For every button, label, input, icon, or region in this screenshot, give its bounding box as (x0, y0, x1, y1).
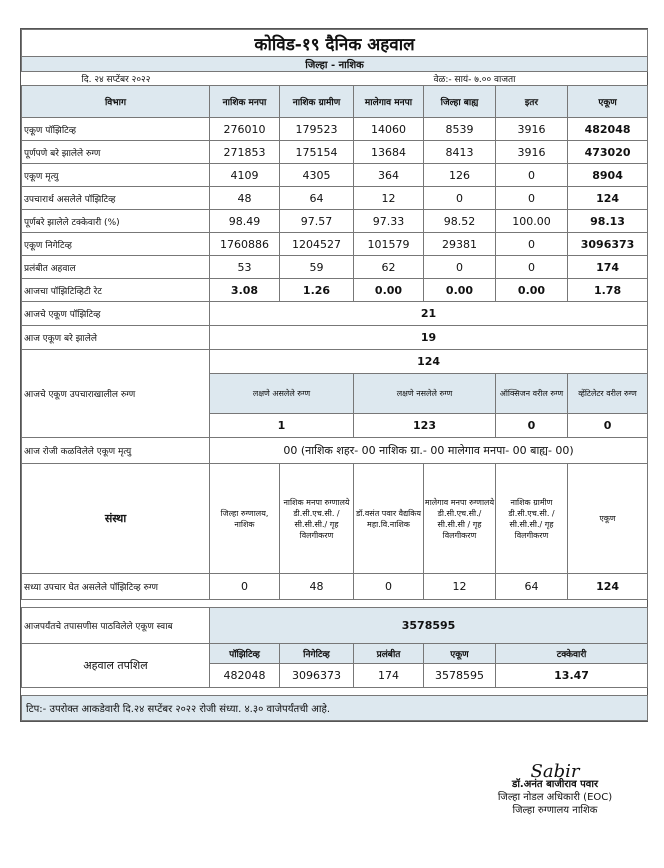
signature-block (470, 761, 640, 817)
stat-cell: 276010 (210, 118, 280, 141)
stat-cell: 175154 (280, 141, 354, 164)
stat-cell: 0 (424, 256, 496, 279)
report-title: कोविड-१९ दैनिक अहवाल (22, 30, 648, 57)
report-details-value: 3578595 (424, 664, 496, 688)
stat-row (22, 256, 648, 279)
stat-row (22, 187, 648, 210)
report-details-header: पॉझिटिव्ह (210, 644, 280, 664)
stat-row (22, 279, 648, 302)
stat-cell: 3.08 (210, 279, 280, 302)
stat-cell: 98.49 (210, 210, 280, 233)
stat-row (22, 118, 648, 141)
stat-row (22, 233, 648, 256)
under-treatment-header: ऑक्सिजन वरील रुग्ण (496, 374, 568, 414)
stat-cell: 1.26 (280, 279, 354, 302)
stat-cell: 4109 (210, 164, 280, 187)
under-treatment-value: 123 (354, 414, 496, 438)
report-page (20, 28, 648, 722)
under-treatment-value: 0 (568, 414, 648, 438)
stat-row-label: प्रलंबीत अहवाल (22, 256, 210, 279)
institution-header: नाशिक मनपा रुग्णालये डी.सी.एच.सी. / सी.सी.सी./ गृह विलगीकरण (280, 464, 354, 574)
stat-cell: 1.78 (568, 279, 648, 302)
stat-cell: 364 (354, 164, 424, 187)
report-details-header: टक्केवारी (496, 644, 648, 664)
institution-header: जिल्हा रुग्णालय, नाशिक (210, 464, 280, 574)
report-details-label: अहवाल तपशिल (22, 644, 210, 688)
institution-value: 64 (496, 574, 568, 600)
deaths-today-value: 00 (नाशिक शहर- 00 नाशिक ग्रा.- 00 मालेगाव मनपा- 00 बाह्य- 00) (210, 438, 648, 464)
stat-cell: 482048 (568, 118, 648, 141)
stat-cell: 1204527 (280, 233, 354, 256)
report-details-value: 13.47 (496, 664, 648, 688)
report-details-header: एकूण (424, 644, 496, 664)
report-details-header: निगेटिव्ह (280, 644, 354, 664)
col-header: जिल्हा बाह्य (424, 86, 496, 118)
under-treatment-header: व्हेंटिलेटर वरील रुग्ण (568, 374, 648, 414)
report-table (21, 29, 648, 721)
under-treatment-value: 1 (210, 414, 354, 438)
col-header: एकूण (568, 86, 648, 118)
stat-cell: 97.33 (354, 210, 424, 233)
under-treatment-header: लक्षणे असलेले रुग्ण (210, 374, 354, 414)
institution-value: 0 (354, 574, 424, 600)
under-treatment-header: लक्षणे नसलेले रुग्ण (354, 374, 496, 414)
stat-cell: 0.00 (496, 279, 568, 302)
stat-cell: 4305 (280, 164, 354, 187)
stat-cell: 29381 (424, 233, 496, 256)
deaths-today-label: आज रोजी कळविलेले एकूण मृत्यु (22, 438, 210, 464)
stat-cell: 8413 (424, 141, 496, 164)
stat-cell: 97.57 (280, 210, 354, 233)
col-header: विभाग (22, 86, 210, 118)
stat-cell: 14060 (354, 118, 424, 141)
stat-cell: 124 (568, 187, 648, 210)
report-details-value: 174 (354, 664, 424, 688)
institution-value: 124 (568, 574, 648, 600)
stat-cell: 0.00 (424, 279, 496, 302)
stat-cell: 62 (354, 256, 424, 279)
signature-mark: Sabir (530, 761, 580, 782)
stat-cell: 179523 (280, 118, 354, 141)
institution-value: 12 (424, 574, 496, 600)
institution-label: संस्था (22, 464, 210, 574)
report-details-value: 482048 (210, 664, 280, 688)
under-treatment-label: आजचे एकूण उपचाराखालील रुग्ण (22, 350, 210, 438)
stat-cell: 101579 (354, 233, 424, 256)
today-positive-value: 21 (210, 302, 648, 326)
col-header: इतर (496, 86, 568, 118)
stat-cell: 3916 (496, 141, 568, 164)
stat-row-label: एकूण मृत्यु (22, 164, 210, 187)
institution-header: एकूण (568, 464, 648, 574)
signatory-office: जिल्हा रुग्णालय नाशिक (512, 805, 598, 816)
col-header: नाशिक ग्रामीण (280, 86, 354, 118)
stat-cell: 174 (568, 256, 648, 279)
report-details-header: प्रलंबीत (354, 644, 424, 664)
stat-cell: 473020 (568, 141, 648, 164)
stat-row-label: आजचा पॉझिटिव्हिटी रेट (22, 279, 210, 302)
samples-label: आजपर्यंतचे तपासणीस पाठविलेले एकूण स्वाब (22, 608, 210, 644)
stat-cell: 13684 (354, 141, 424, 164)
samples-value: 3578595 (210, 608, 648, 644)
stat-cell: 48 (210, 187, 280, 210)
today-positive-label: आजचे एकूण पॉझिटिव्ह (22, 302, 210, 326)
stat-cell: 59 (280, 256, 354, 279)
stat-cell: 64 (280, 187, 354, 210)
stat-cell: 98.13 (568, 210, 648, 233)
stat-cell: 53 (210, 256, 280, 279)
stat-cell: 0 (424, 187, 496, 210)
stat-cell: 3916 (496, 118, 568, 141)
stat-cell: 1760886 (210, 233, 280, 256)
footnote: टिप:- उपरोक्त आकडेवारी दि.२४ सप्टेंबर २०२२ रोजी संध्या. ४.३० वाजेपर्यंतची आहे. (22, 696, 648, 721)
stat-cell: 0 (496, 187, 568, 210)
stat-cell: 3096373 (568, 233, 648, 256)
stat-cell: 8904 (568, 164, 648, 187)
stat-cell: 8539 (424, 118, 496, 141)
institution-header: डॉ.वसंत पवार वैद्यकिय महा.वि.नाशिक (354, 464, 424, 574)
stat-cell: 0 (496, 256, 568, 279)
stat-cell: 126 (424, 164, 496, 187)
stat-row-label: पूर्णबरे झालेले टक्केवारी (%) (22, 210, 210, 233)
stat-row-label: पूर्णपणे बरे झालेले रुग्ण (22, 141, 210, 164)
stat-row (22, 141, 648, 164)
today-recovered-value: 19 (210, 326, 648, 350)
institution-header: नाशिक ग्रामीण डी.सी.एच.सी. /सी.सी.सी./ गृह विलगीकरण (496, 464, 568, 574)
report-details-value: 3096373 (280, 664, 354, 688)
col-header: मालेगाव मनपा (354, 86, 424, 118)
institution-row-label: सध्या उपचार घेत असलेले पॉझिटिव्ह रुग्ण (22, 574, 210, 600)
stat-row-label: एकूण निगेटिव्ह (22, 233, 210, 256)
stat-row-label: एकूण पॉझिटिव्ह (22, 118, 210, 141)
signatory-name: डॉ.अनंत बाजीराव पवार (511, 779, 599, 790)
stat-cell: 0 (496, 164, 568, 187)
stat-cell: 0.00 (354, 279, 424, 302)
today-recovered-label: आज एकूण बरे झालेले (22, 326, 210, 350)
stat-row (22, 164, 648, 187)
under-treatment-total: 124 (210, 350, 648, 374)
institution-value: 48 (280, 574, 354, 600)
institution-header: मालेगाव मनपा रुग्णालये डी.सी.एच.सी./ सी.सी.सी / गृह विलगीकरण (424, 464, 496, 574)
report-time: वेळ:- सायं- ७.०० वाजता (433, 75, 516, 85)
stat-cell: 100.00 (496, 210, 568, 233)
district-label: जिल्हा - नाशिक (22, 57, 648, 72)
stat-cell: 0 (496, 233, 568, 256)
stat-cell: 12 (354, 187, 424, 210)
institution-value: 0 (210, 574, 280, 600)
signatory-designation: जिल्हा नोडल अधिकारी (EOC) (497, 792, 613, 803)
stat-cell: 98.52 (424, 210, 496, 233)
stat-cell: 271853 (210, 141, 280, 164)
stat-row (22, 210, 648, 233)
col-header: नाशिक मनपा (210, 86, 280, 118)
report-date: दि. २४ सप्टेंबर २०२२ (81, 75, 151, 85)
stat-row-label: उपचारार्थ असलेले पॉझिटिव्ह (22, 187, 210, 210)
under-treatment-value: 0 (496, 414, 568, 438)
